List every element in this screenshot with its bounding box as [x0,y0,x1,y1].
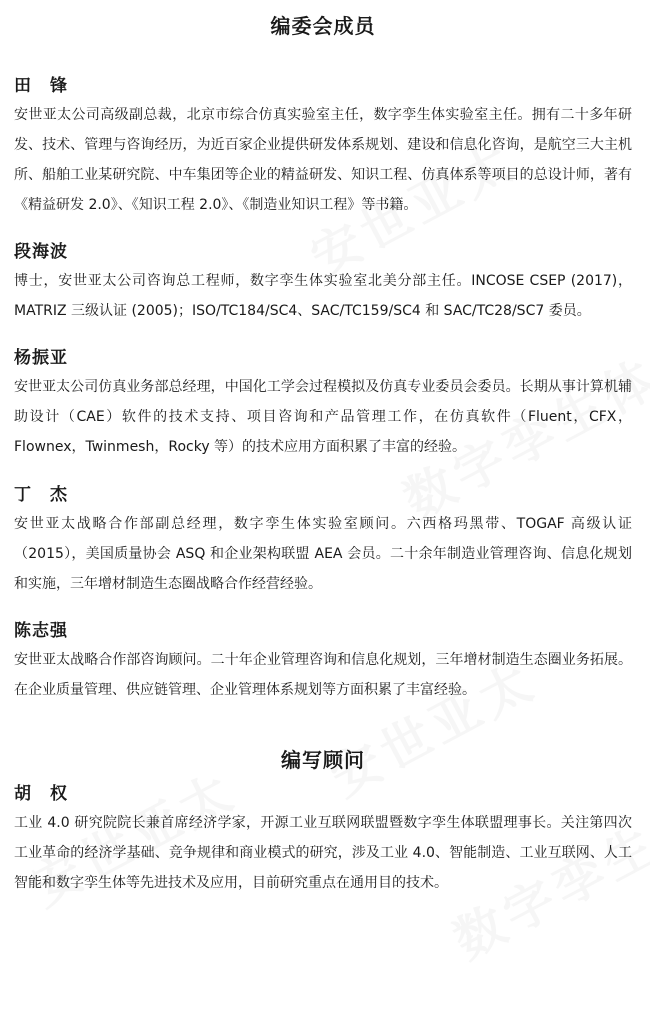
member-name: 杨振亚 [14,348,68,368]
member-name: 丁 杰 [14,485,68,505]
section-title-advisors: 编写顾问 [281,748,365,772]
member-name: 段海波 [14,242,68,262]
editor-entry [14,346,632,462]
editor-entry [14,483,632,599]
editor-entry [14,74,632,220]
member-name: 田 锋 [14,76,68,96]
member-bio: 工业 4.0 研究院院长兼首席经济学家，开源工业互联网联盟暨数字孪生体联盟理事长。关注第四次工业革命的经济学基础、竞争规律和商业模式的研究，涉及工业 4.0、智能制造、工业互联网、人工智能和数字孪生体等先进技术及应用，目前研究重点在通用目的技术。 [14,815,632,891]
member-bio: 安世亚太战略合作部咨询顾问。二十年企业管理咨询和信息化规划，三年增材制造生态圈业务拓展。在企业质量管理、供应链管理、企业管理体系规划等方面积累了丰富经验。 [14,652,632,698]
member-bio: 安世亚太战略合作部副总经理，数字孪生体实验室顾问。六西格玛黑带、TOGAF 高级认证（2015），美国质量协会 ASQ 和企业架构联盟 AEA 会员。二十余年制造业管理咨询、信息化规划和实施，三年增材制造生态圈战略合作经营经验。 [14,516,632,592]
member-name: 胡 权 [14,784,68,804]
member-bio: 安世亚太公司高级副总裁，北京市综合仿真实验室主任，数字孪生体实验室主任。拥有二十多年研发、技术、管理与咨询经历，为近百家企业提供研发体系规划、建设和信息化咨询，是航空三大主机所、船舶工业某研究院、中车集团等企业的精益研发、知识工程、仿真体系等项目的总设计师，著有《精益研发 2.0》、《知识工程 2.0》、《制造业知识工程》等书籍。 [14,107,632,213]
section-title-editors: 编委会成员 [270,14,376,38]
member-bio: 安世亚太公司仿真业务部总经理，中国化工学会过程模拟及仿真专业委员会委员。长期从事计算机辅助设计（CAE）软件的技术支持、项目咨询和产品管理工作，在仿真软件（Fluent，CFX，Flownex，Twinmesh，Rocky 等）的技术应用方面积累了丰富的经验。 [14,379,632,455]
editor-entry [14,619,632,705]
member-name: 陈志强 [14,621,68,641]
member-bio: 博士，安世亚太公司咨询总工程师，数字孪生体实验室北美分部主任。INCOSE CSEP (2017)，MATRIZ 三级认证 (2005)；ISO/TC184/SC4、SAC/TC159/SC4 和 SAC/TC28/SC7 委员。 [14,273,632,319]
advisor-entry [14,782,632,898]
editor-entry [14,240,632,326]
